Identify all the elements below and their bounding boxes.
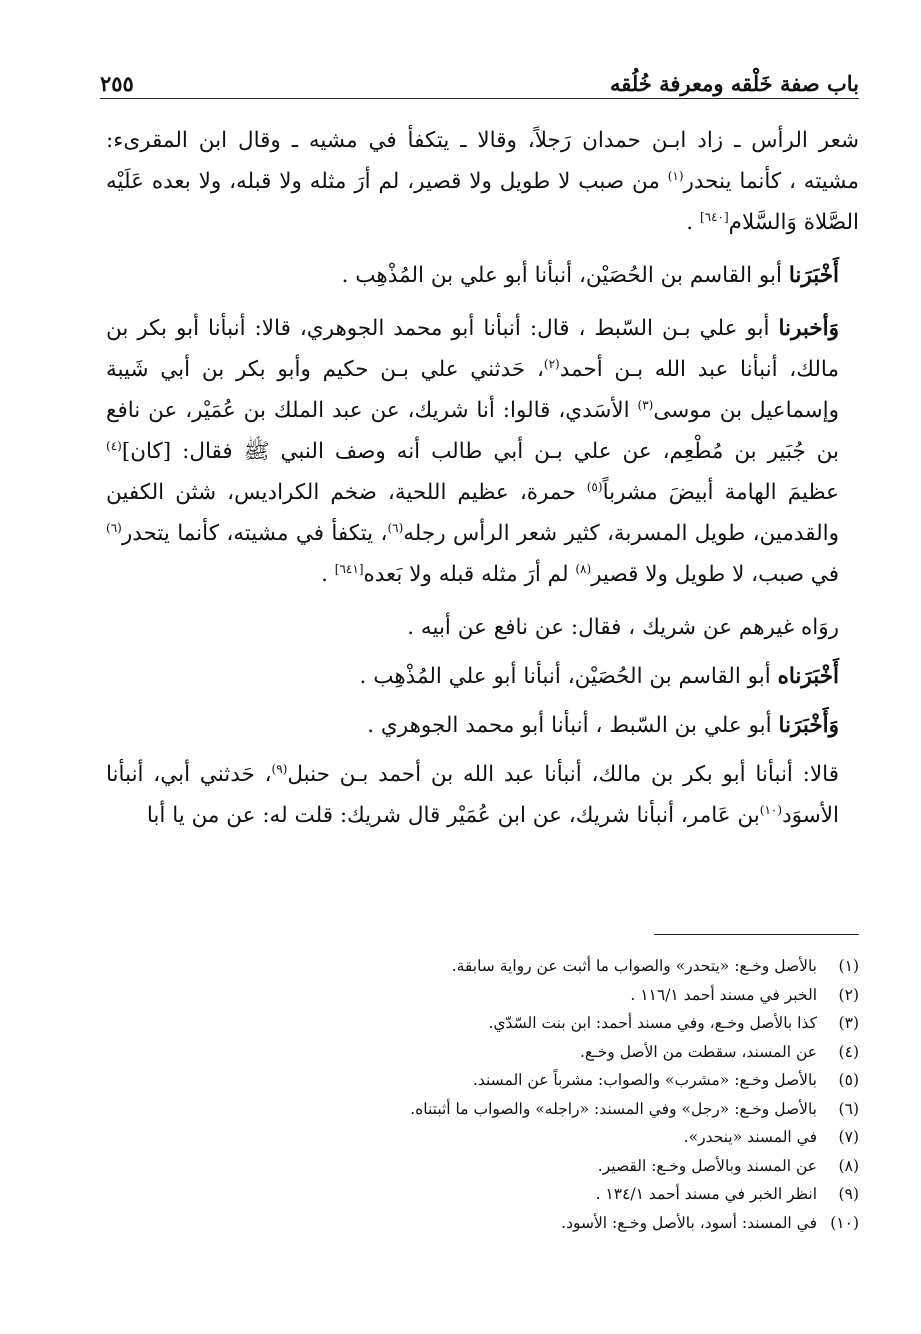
footnote-ref[interactable]: (٨) [575,561,592,576]
text-run: الأسَدي، قالوا: أنا شريك، عن عبد الملك بن عُمَيْر، عن نافع بن جُبَير بن مُطْعِم، عن علي بـن أبي طالب أنه وصف النبي ﷺ فقال: [كان] [106,398,839,464]
text-run: أبو القاسم بن الحُصَيْن، أنبأنا أبو علي المُذْهِب . [359,664,778,689]
footnote-ref[interactable]: (١) [667,168,684,183]
footnote-text: عن المسند، سقطت من الأصل وخـع. [579,1042,817,1061]
footnote-item [300,1095,859,1124]
paragraph-2 [106,255,859,296]
keyword: أَخْبَرَناه [777,664,839,689]
footnote-ref[interactable]: (٦) [387,520,404,535]
text-run: أبو القاسم بن الحُصَيْن، أنبأنا أبو علي بن المُذْهِب . [341,263,789,288]
footnote-number: (٧) [838,1128,859,1146]
footnote-item [300,1009,859,1038]
text-run: شعر الرأس ـ زاد ابـن حمدان رَجلاً، وقالا ـ يتكفأ في مشيه ـ وقال ابن المقرىء: مشيته ، كأنما ينحدر [106,128,859,194]
footnote-item [300,1038,859,1067]
chapter-title: باب صفة خَلْقه ومعرفة خُلُقه [609,71,859,96]
footnote-ref[interactable]: (٤) [106,438,122,453]
text-run: عظيمَ الهامة أبيضَ مشرباً [602,480,839,505]
text-run: ، حَدثني علي بـن حكيم وأبو بكر بن أبي شَيبة وإسماعيل بن موسى [106,357,839,423]
text-run: بن عَامر، أنبأنا شريك، عن ابن عُمَيْر قال شريك: قلت له: عن من يا أبا [146,803,760,828]
footnote-number: (٩) [838,1185,859,1203]
footnote-separator [654,934,859,935]
paragraph-6 [106,705,859,746]
keyword: أَخْبَرَنا [788,263,839,288]
text-run: ، حَدثني أبي، أنبأنا الأسوَد [106,762,839,828]
footnote-number: (٢) [838,985,859,1004]
text-run: حمرة، عظيم اللحية، ضخم الكراديس، شثن الكفين والقدمين، طويل المسربة، كثير شعر الرأس رجله [106,480,839,546]
footnote-text: الخبر في مسند أحمد ١١٦/١ . [630,985,817,1004]
running-header [100,58,859,96]
footnote-number: (٣) [838,1014,859,1032]
footnote-item [300,1123,859,1152]
text-run: من صبب لا طويل ولا قصير، لم أرَ مثله ولا قبله، ولا بعده عَلَيْه الصَّلاة وَالسَّلام [106,169,859,235]
hadith-number: [٦٤٠] [699,209,729,224]
hadith-number: [٦٤١] [334,561,364,576]
footnote-number: (٦) [838,1099,859,1118]
footnote-ref[interactable]: (٩) [271,761,288,776]
paragraph-5 [106,656,859,697]
text-run: أبو علي بـن السّبط ، قال: أنبأنا أبو محمد الجوهري، قالا: أنبأنا أبو بكر بن مالك، أنبأنا عبد الله بـن أحمد [106,316,839,382]
paragraph-4 [106,607,859,648]
footnote-text: بالأصل وخـع: «يتحدر» والصواب ما أثبت عن رواية سابقة. [451,957,817,975]
footnotes [300,952,859,1237]
footnote-item [300,1152,859,1181]
keyword: وَأخبرنا [778,316,839,341]
footnote-ref[interactable]: (٣) [637,397,654,412]
footnote-number: (٨) [838,1156,859,1175]
footnote-number: (١) [838,957,859,975]
footnote-text: بالأصل وخـع: «مشرب» والصواب: مشرباً عن المسند. [472,1071,817,1089]
footnote-item [300,981,859,1010]
footnote-text: في المسند: أسود، بالأصل وخـع: الأسود. [561,1213,817,1232]
footnote-ref[interactable]: (١٠) [759,802,783,817]
footnote-number: (٤) [838,1042,859,1061]
footnote-text: كذا بالأصل وخـع، وفي مسند أحمد: ابن بنت السّدّي. [488,1014,817,1032]
text-run: لم أرَ مثله قبله ولا بَعده [363,562,576,587]
footnote-number: (٥) [838,1071,859,1089]
paragraph-3 [106,308,859,595]
footnote-text: في المسند «ينحدر». [683,1128,817,1146]
footnote-item [300,1066,859,1095]
text-run: ، يتكفأ في مشيته، كأنما يتحدر [121,521,388,546]
footnote-item [300,1180,859,1209]
footnote-text: عن المسند وبالأصل وخـع: القصير. [597,1156,817,1175]
main-text [106,120,859,848]
paragraph-7 [106,754,859,836]
text-run: روَاه غيرهم عن شريك ، فقال: عن نافع عن أبيه . [407,615,839,640]
text-run: في صبب، لا طويل ولا قصير [591,562,839,587]
footnote-ref[interactable]: (٥) [586,479,603,494]
footnote-item [300,952,859,981]
text-run: قالا: أنبأنا أبو بكر بن مالك، أنبأنا عبد الله بن أحمد بـن حنبل [287,762,840,787]
keyword: وَأَخْبَرَنا [778,713,839,738]
footnote-number: (١٠) [830,1213,859,1232]
paragraph-1 [106,120,859,243]
footnote-ref[interactable]: (٦) [106,520,122,535]
text-run: . [686,210,700,235]
footnote-item [300,1209,859,1238]
footnote-ref[interactable]: (٢) [543,356,560,371]
page-number: ٢٥٥ [100,71,134,96]
header-rule [100,98,859,99]
footnote-text: بالأصل وخـع: «رجل» وفي المسند: «راجله» والصواب ما أثبتناه. [410,1099,817,1118]
text-run: . [321,562,335,587]
text-run: أبو علي بن السّبط ، أنبأنا أبو محمد الجوهري . [367,713,779,738]
footnote-text: انظر الخبر في مسند أحمد ١٣٤/١ . [595,1185,817,1203]
